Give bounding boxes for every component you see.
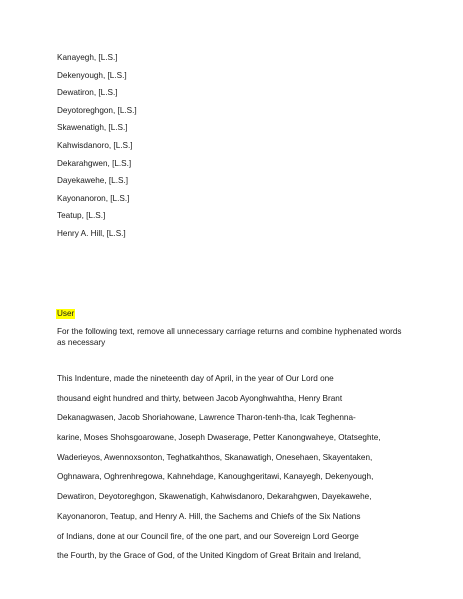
text-line: Waderieyos, Awennoxsonton, Teghatkahthos, Skanawatigh, Onesehaen, Skayentaken, <box>57 452 373 462</box>
text-line: This Indenture, made the nineteenth day of April, in the year of Our Lord one <box>57 374 334 383</box>
indenture-text <box>57 369 381 566</box>
signer-line: Henry A. Hill, [L.S.] <box>57 228 126 238</box>
user-role-label: User <box>57 309 75 318</box>
signer-line: Teatup, [L.S.] <box>57 211 106 221</box>
signer-line: Dayekawehe, [L.S.] <box>57 176 128 186</box>
text-line: Dewatiron, Deyotoreghgon, Skawenatigh, Kahwisdanoro, Dekarahgwen, Dayekawehe, <box>57 492 372 502</box>
text-line: Oghnawara, Oghrenhregowa, Kahnehdage, Kanoughgeritawi, Kanayegh, Dekenyough, <box>57 472 374 482</box>
signer-line: Dekarahgwen, [L.S.] <box>57 158 132 168</box>
text-line: Dekanagwasen, Jacob Shoriahowane, Lawrence Tharon-tenh-tha, Icak Teghenna- <box>57 413 356 423</box>
text-line: Kayonanoron, Teatup, and Henry A. Hill, the Sachems and Chiefs of the Six Nations <box>57 511 361 521</box>
signer-line: Kanayegh, [L.S.] <box>57 53 118 62</box>
text-line: the Fourth, by the Grace of God, of the United Kingdom of Great Britain and Ireland, <box>57 551 362 561</box>
text-line: karine, Moses Shohsgoarowane, Joseph Dwaserage, Petter Kanongwaheye, Otatseghte, <box>57 433 381 443</box>
user-instruction: For the following text, remove all unnecessary carriage returns and combine hyphenated words as necessary <box>57 327 402 347</box>
signer-line: Dekenyough, [L.S.] <box>57 70 127 80</box>
signer-line: Kahwisdanoro, [L.S.] <box>57 140 133 150</box>
text-line: of Indians, done at our Council fire, of the one part, and our Sovereign Lord George <box>57 531 359 541</box>
text-line: thousand eight hundred and thirty, between Jacob Ayonghwahtha, Henry Brant <box>57 393 343 403</box>
signer-line: Deyotoreghgon, [L.S.] <box>57 105 137 115</box>
signer-list <box>57 49 137 243</box>
signer-line: Kayonanoron, [L.S.] <box>57 193 130 203</box>
signer-line: Skawenatigh, [L.S.] <box>57 123 128 133</box>
signer-line: Dewatiron, [L.S.] <box>57 88 118 98</box>
